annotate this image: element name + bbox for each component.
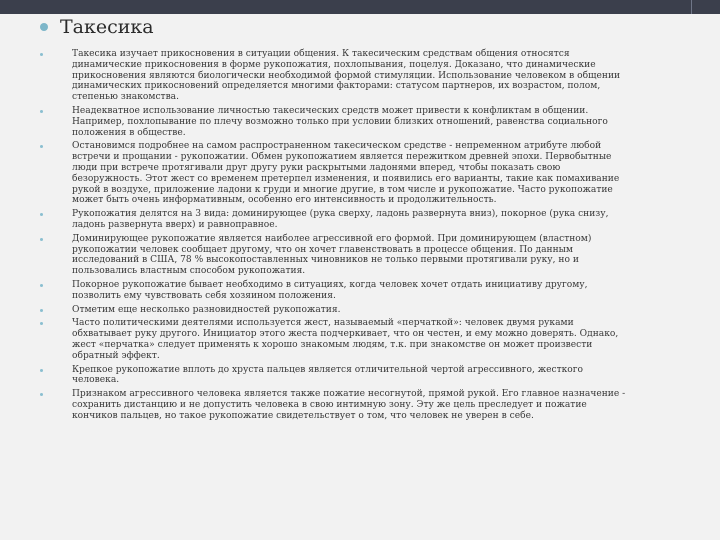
list-item-text: Доминирующее рукопожатие является наиболее агрессивной его формой. При доминирующем (властном) рукопожатии человек сообщает другому, что он хочет главенствовать в процессе общения. По данным исследований в США, 78 % высокопоставленных чиновников не только первыми протягивали руку, но и пользовались властным способом рукопожатия. bbox=[72, 233, 592, 277]
top-bar-accent-line bbox=[691, 0, 692, 14]
list-item-text: Крепкое рукопожатие вплоть до хруста пальцев является отличительной чертой агрессивного, жесткого человека. bbox=[72, 364, 584, 386]
list-item bbox=[40, 365, 626, 387]
list-item-text: Неадекватное использование личностью такесических средств может привести к конфликтам в общении. Например, похлопывание по плечу возможно только при условии близких отношений, равенства социального положения в обществе. bbox=[72, 105, 608, 138]
slide-title: Такесика bbox=[60, 16, 154, 38]
bullet-icon bbox=[40, 110, 43, 113]
window-top-bar bbox=[0, 0, 720, 14]
list-item bbox=[40, 49, 626, 103]
list-item-text: Покорное рукопожатие бывает необходимо в ситуациях, когда человек хочет отдать инициативу другому, позволить ему чувствовать себя хозяином положения. bbox=[72, 279, 588, 301]
bullet-icon bbox=[40, 322, 43, 325]
list-item-text: Признаком агрессивного человека является также пожатие несогнутой, прямой рукой. Его главное назначение - сохранить дистанцию и не допустить человека в свою интимную зону. Эту же цель преследует и пожатие кончиков пальцев, но такое рукопожатие свидетельствует о том, что человек не уверен в себе. bbox=[72, 389, 626, 421]
list-item bbox=[40, 106, 626, 138]
list-item bbox=[40, 305, 626, 316]
list-item-text: Рукопожатия делятся на 3 вида: доминирующее (рука сверху, ладонь развернута вниз), покорное (рука снизу, ладонь развернута вверх) и равноправное. bbox=[72, 209, 609, 230]
bullet-icon bbox=[40, 238, 43, 241]
slide bbox=[40, 14, 680, 540]
bullet-icon bbox=[40, 309, 43, 312]
list-item bbox=[40, 209, 626, 231]
list-item bbox=[40, 389, 626, 421]
title-bullet-icon bbox=[40, 23, 48, 31]
list-item bbox=[40, 141, 626, 206]
list-item-text: Отметим еще несколько разновидностей рукопожатия. bbox=[72, 304, 341, 315]
list-item-text: Часто политическими деятелями используется жест, называемый «перчаткой»: человек двумя руками обхватывает руку другого. Инициатор этого жеста подчеркивает, что он честен, и ему можно доверять. Однако, жест «перчатка» следует применять к хорошо знакомым людям, т.к. при знакомстве он может произвести обратный эффект. bbox=[72, 318, 619, 361]
bullet-icon bbox=[40, 369, 43, 372]
list-item bbox=[40, 280, 626, 302]
bullet-icon bbox=[40, 53, 43, 56]
bullet-icon bbox=[40, 213, 43, 216]
bullet-icon bbox=[40, 393, 43, 396]
list-item-text: Такесика изучает прикосновения в ситуации общения. К такесическим средствам общения относятся динамические прикосновения в форме рукопожатия, похлопывания, поцелуя. Доказано, что динамические прикосновения являются биологически необходимой формой стимуляции. Использование человеком в общении динамических прикосновений определяется многими факторами: статусом партнеров, их возрастом, полом, степенью знакомства. bbox=[72, 49, 621, 103]
bullet-icon bbox=[40, 284, 43, 287]
bullet-list bbox=[40, 49, 626, 425]
list-item bbox=[40, 234, 626, 277]
list-item-text: Остановимся подробнее на самом распространенном такесическом средстве - непременном атрибуте любой встречи и прощании - рукопожатии. Обмен рукопожатием является пережитком древней эпохи. Первобытные люди при встрече протягивали друг другу руки раскрытыми ладонями вперед, чтобы показать свою безоружность. Этот жест со временем претерпел изменения, и появились его варианты, такие как помахивание рукой в воздухе, приложение ладони к груди и многие другие, в том числе и рукопожатие. Часто рукопожатие может быть очень информативным, особенно его интенсивность и продолжительность. bbox=[72, 141, 620, 206]
bullet-icon bbox=[40, 145, 43, 148]
slide-title-row bbox=[40, 17, 154, 37]
list-item bbox=[40, 318, 626, 361]
